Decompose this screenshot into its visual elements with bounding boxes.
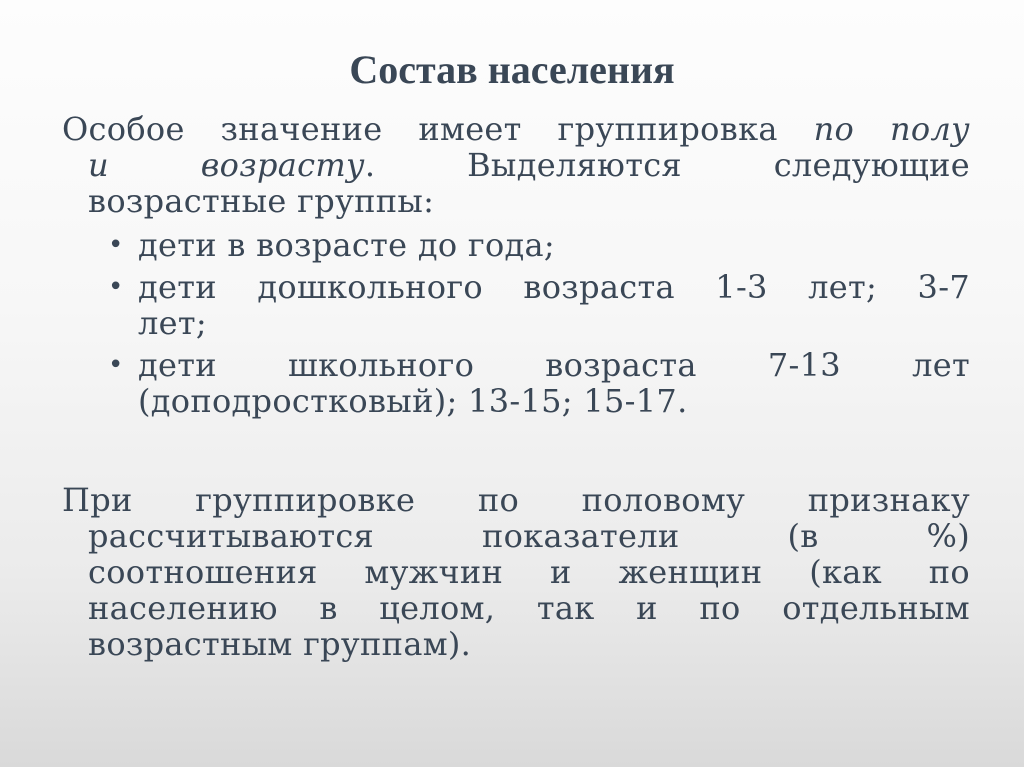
- list-item: [104, 269, 970, 341]
- list-item-text-continued: лет;: [138, 304, 207, 342]
- list-item-text-continued: (доподростковый); 13-15; 15-17.: [138, 382, 688, 420]
- intro-text-after-1: . Выделяются следующие: [364, 146, 971, 184]
- bullet-icon: •: [108, 230, 124, 260]
- closing-paragraph: [62, 482, 970, 662]
- list-item: [104, 347, 970, 419]
- slide-title: Состав населения: [349, 47, 675, 92]
- closing-line-1: При группировке по половому признаку: [62, 481, 970, 519]
- intro-text-before: Особое значение имеет группировка: [62, 110, 778, 148]
- bullet-icon: •: [108, 350, 124, 380]
- list-item-text: дети школьного возраста 7-13 лет: [138, 346, 970, 384]
- closing-line-5: возрастным группам).: [88, 625, 472, 663]
- closing-line-4: населению в целом, так и по отдельным: [88, 589, 970, 627]
- list-item-text: дети в возрасте до года;: [138, 226, 555, 264]
- age-group-list: [104, 227, 970, 425]
- list-item: [104, 227, 970, 263]
- closing-line-2: рассчитываются показатели (в %): [88, 517, 970, 555]
- intro-italic-2: и возрасту: [88, 146, 365, 184]
- bullet-icon: •: [108, 272, 124, 302]
- intro-line-2: [62, 147, 970, 183]
- intro-italic-1: по полу: [813, 110, 970, 148]
- intro-paragraph: [62, 111, 970, 219]
- list-item-text: дети дошкольного возраста 1-3 лет; 3-7: [138, 268, 970, 306]
- intro-line-3: возрастные группы:: [88, 182, 435, 220]
- closing-line-3: соотношения мужчин и женщин (как по: [88, 553, 970, 591]
- intro-line-1: [62, 111, 970, 147]
